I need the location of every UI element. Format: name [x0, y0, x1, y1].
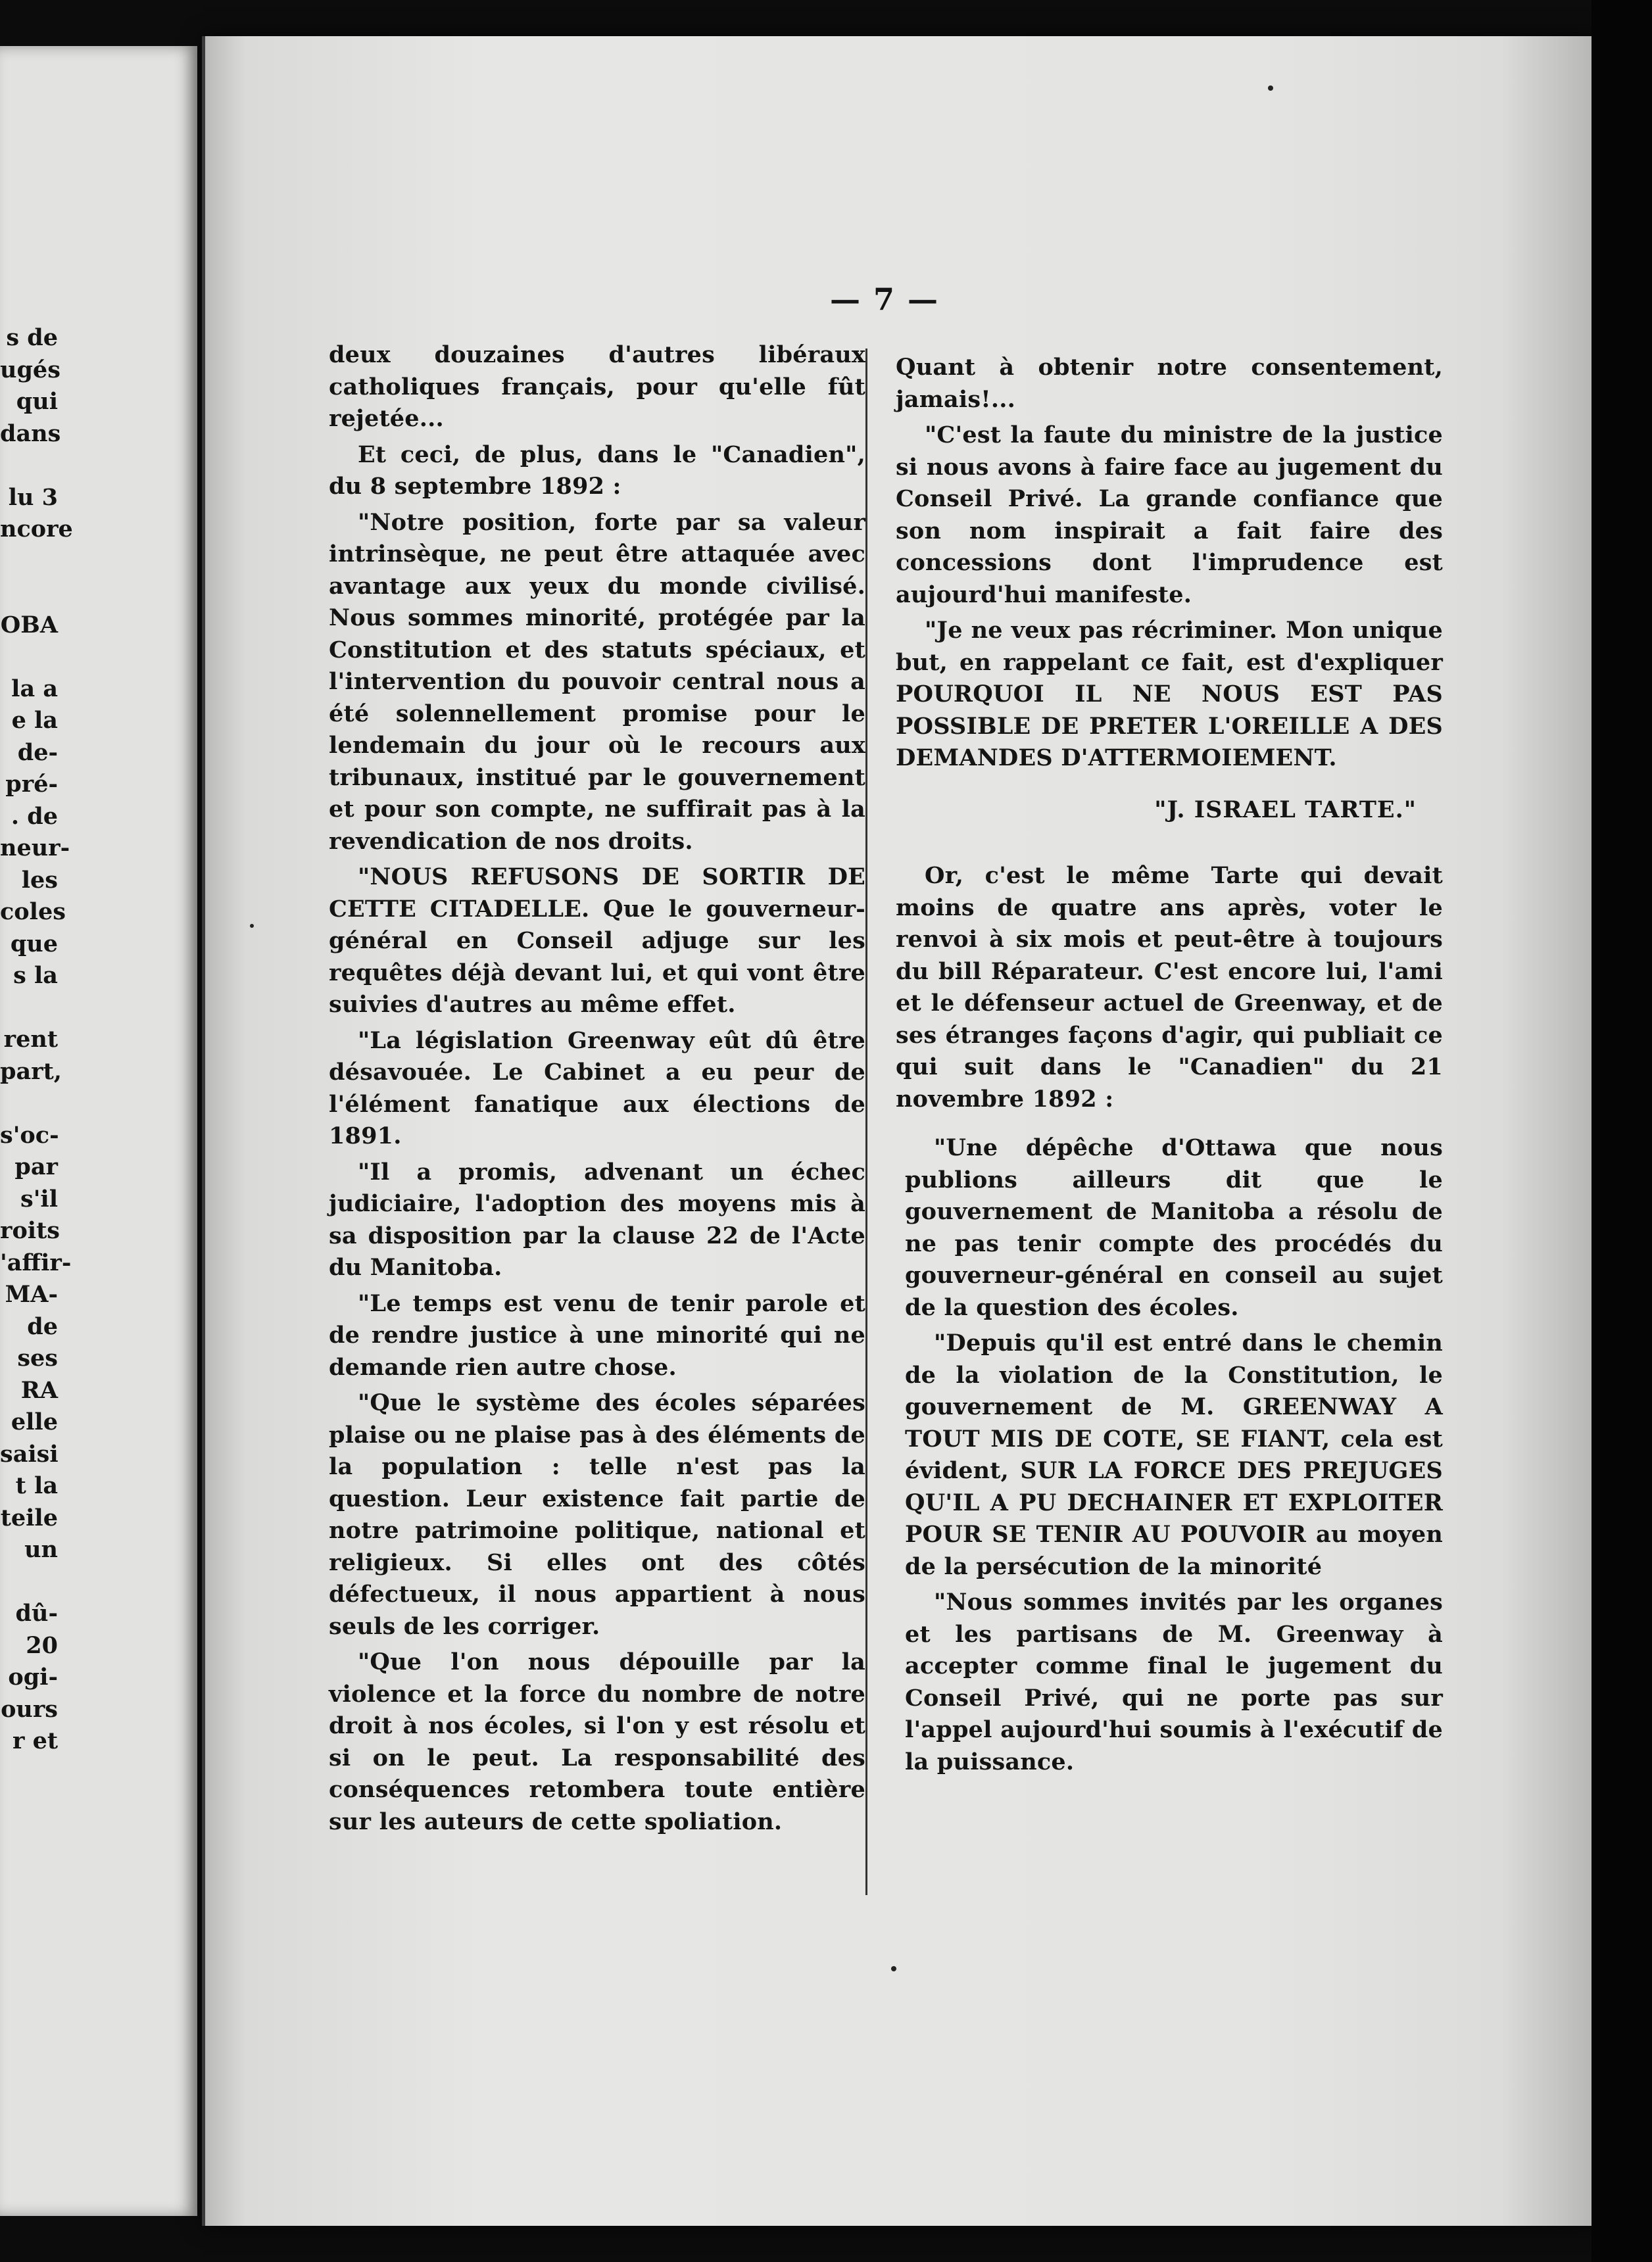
- page-fold: [202, 36, 205, 2226]
- scan-speck: [1268, 85, 1273, 91]
- paragraph-left-2: Et ceci, de plus, dans le "Canadien", du 8 septembre 1892 :: [329, 441, 865, 500]
- left-page-fragment: [0, 992, 58, 1024]
- left-page-fragment: s'il: [20, 1185, 58, 1213]
- page-number: — 7 —: [830, 281, 940, 317]
- paragraph-left-6: "Il a promis, advenant un échec judiciaire, l'adoption des moyens mis à sa disposition par la clause 22 de l'Acte du Manitoba.: [329, 1158, 865, 1281]
- left-page-fragment: rent: [3, 1026, 58, 1053]
- paragraph-left-9: "Que l'on nous dépouille par la violence et la force du nombre de notre droit à nos écoles, si l'on y est résolu et si on le peut. La responsabilité des conséquences retombera toute entière sur les auteurs de cette spoliation.: [329, 1648, 865, 1835]
- left-page-fragment: s'oc-: [0, 1121, 59, 1149]
- left-page-fragment: . de: [11, 802, 58, 830]
- left-page-fragment: saisi: [0, 1440, 59, 1468]
- paragraph-right-quote2-2: "Depuis qu'il est entré dans le chemin de la violation de la Constitution, le gouvernement de M. GREENWAY A TOUT MIS DE COTE, SE FIANT, cela est évident, SUR LA FORCE DES PREJUGES QU'IL A PU DECHAINER ET EXPLOITER POUR SE TENIR AU POUVOIR au moyen de la persécution de la minorité: [905, 1330, 1443, 1580]
- scan-border: [1591, 0, 1652, 2262]
- paragraph-right-quote2-1: "Une dépêche d'Ottawa que nous publions ailleurs dit que le gouvernement de Manitoba a résolu de ne pas tenir compte des procédés du gouverneur-général en conseil au sujet de la question des écoles.: [905, 1134, 1443, 1321]
- left-page-fragment: s la: [13, 962, 58, 989]
- left-page-fragment: de-: [17, 738, 58, 766]
- left-page-fragment: [0, 450, 58, 482]
- left-page-fragment: [0, 546, 58, 578]
- left-page-fragment: ogi-: [8, 1664, 58, 1691]
- left-page-fragment: s de: [6, 324, 58, 351]
- left-page-fragment: [0, 641, 58, 673]
- left-page-fragment: [0, 1088, 58, 1120]
- left-page-fragment: r et: [12, 1727, 58, 1754]
- left-page-fragment: dans: [0, 420, 61, 447]
- left-page-fragment: teile: [0, 1504, 58, 1531]
- paragraph-left-3: "Notre position, forte par sa valeur intrinsèque, ne peut être attaquée avec avantage aux yeux du monde civilisé. Nous sommes minorité, protégée par la Constitution et des statuts spéciaux, et l'intervention du pouvoir central nous a été solennellement promise pour le lendemain du jour où le recours aux tribunaux, institué par le gouvernement et pour son compte, ne suffirait pas à la revendication de nos droits.: [329, 508, 865, 855]
- scan-speck: [250, 924, 254, 928]
- paragraph-left-8: "Que le système des écoles séparées plaise ou ne plaise pas à des éléments de la population : telle n'est pas la question. Leur existence fait partie de notre patrimoine politique, national et religieux. Si elles ont des côtés défectueux, il nous appartient à nous seuls de les corriger.: [329, 1389, 865, 1640]
- left-page-fragment: coles: [0, 898, 66, 925]
- narrative-paragraph: Or, c'est le même Tarte qui devait moins de quatre ans après, voter le renvoi à six mois et peut-être à toujours du bill Réparateur. C'est encore lui, l'ami et le défenseur actuel de Greenway, et de ses étranges façons d'agir, qui publiait ce qui suit dans le "Canadien" du 21 novembre 1892 :: [896, 862, 1443, 1113]
- left-page-fragment: pré-: [5, 771, 58, 798]
- paragraph-right-quote2-3: "Nous sommes invités par les organes et les partisans de M. Greenway à accepter comme final le jugement du Conseil Privé, qui ne porte pas sur l'appel aujourd'hui soumis à l'exécutif de la puissance.: [905, 1589, 1443, 1775]
- left-page-fragment: ses: [17, 1345, 58, 1372]
- quote-canadien-1892: [896, 1132, 1443, 1778]
- left-page-fragment: un: [24, 1536, 58, 1563]
- paragraph-left-4: "NOUS REFUSONS DE SORTIR DE CETTE CITADELLE. Que le gouverneur-général en Conseil adjuge sur les requêtes déjà devant lui, et qui vont être suivies d'autres au même effet.: [329, 863, 865, 1018]
- quote-continuation: [896, 352, 1443, 775]
- paragraph-left-5: "La législation Greenway eût dû être désavouée. Le Cabinet a eu peur de l'élément fanatique aux élections de 1891.: [329, 1026, 865, 1149]
- left-page-fragment: MA-: [5, 1281, 58, 1308]
- paragraph-right-quote-2: "C'est la faute du ministre de la justice si nous avons à faire face au jugement du Conseil Privé. La grande confiance que son nom inspirait a fait faire des concessions dont l'imprudence est aujourd'hui manifeste.: [896, 421, 1443, 608]
- left-page-fragment: t la: [15, 1472, 58, 1499]
- left-page-fragment: de: [27, 1312, 58, 1340]
- left-page-fragment: neur-: [0, 834, 70, 861]
- paragraph-right-quote-1: Quant à obtenir notre consentement, jamais!...: [896, 354, 1443, 413]
- left-page-fragment: elle: [11, 1408, 58, 1435]
- left-page-fragment: dû-: [15, 1600, 58, 1627]
- left-page-fragment: roits: [0, 1217, 60, 1244]
- left-page-fragment: OBA: [0, 611, 58, 638]
- left-page-fragment: [0, 577, 58, 610]
- scan-speck: [891, 1966, 896, 1971]
- left-page-fragment: 20: [26, 1631, 58, 1659]
- left-page-fragment: les: [21, 866, 58, 894]
- signature: "J. ISRAEL TARTE.": [1154, 796, 1417, 823]
- left-page-fragment: RA: [20, 1376, 58, 1404]
- left-page-fragment: ugés: [0, 356, 61, 383]
- left-page-fragment: part,: [0, 1057, 62, 1085]
- left-page-fragment: que: [10, 930, 58, 957]
- left-page-fragment: qui: [16, 388, 58, 415]
- paragraph-right-quote-3: "Je ne veux pas récriminer. Mon unique but, en rappelant ce fait, est d'expliquer POURQUOI IL NE NOUS EST PAS POSSIBLE DE PRETER L'OREILLE A DES DEMANDES D'ATTERMOIEMENT.: [896, 617, 1443, 771]
- left-page-fragment: ncore: [0, 516, 73, 542]
- text-column-right: [896, 352, 1443, 1778]
- left-page-fragment: ours: [1, 1695, 58, 1723]
- left-page-fragment: [0, 1566, 58, 1599]
- text-column-left: [329, 339, 865, 1838]
- left-page-fragment: la a: [11, 675, 58, 702]
- column-divider: [865, 349, 867, 1895]
- left-page-fragment: 'affir-: [0, 1249, 72, 1276]
- left-page-fragment: lu 3: [8, 483, 58, 511]
- paragraph-left-1: deux douzaines d'autres libéraux catholiques français, pour qu'elle fût rejetée...: [329, 341, 865, 432]
- paragraph-left-7: "Le temps est venu de tenir parole et de rendre justice à une minorité qui ne demande rien autre chose.: [329, 1289, 865, 1381]
- left-page-fragment: e la: [11, 707, 58, 734]
- left-page-fragment: par: [14, 1153, 58, 1180]
- left-page-text-fragments: [0, 322, 73, 1758]
